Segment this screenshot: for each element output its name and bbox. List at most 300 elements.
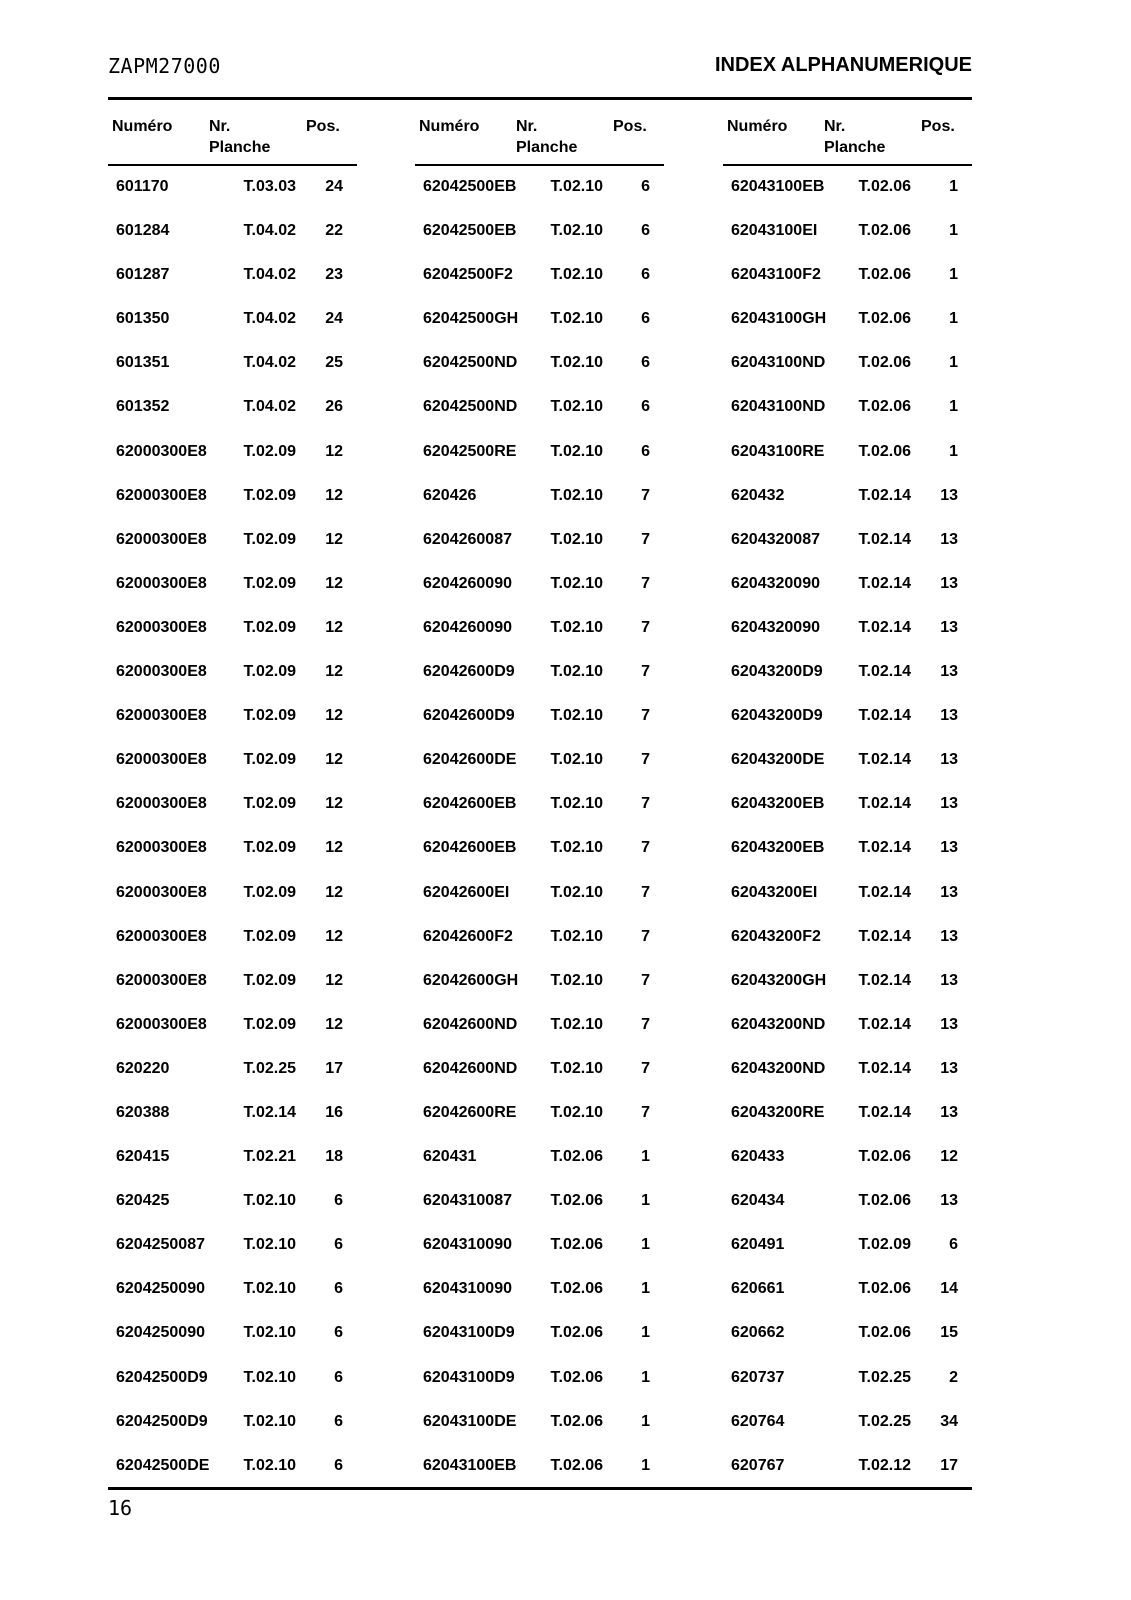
planche-ref: T.02.10 (243, 1412, 296, 1430)
position: 1 (641, 1280, 650, 1298)
position: 34 (940, 1412, 958, 1430)
position: 7 (641, 486, 650, 504)
index-row (723, 662, 972, 706)
index-row (415, 1103, 664, 1147)
part-number: 62043100GH (731, 310, 827, 328)
position: 13 (940, 883, 958, 901)
position: 6 (334, 1280, 343, 1298)
planche-ref: T.02.06 (858, 1324, 911, 1342)
header-numero: Numéro (112, 118, 173, 135)
part-number: 62043100ND (731, 354, 826, 372)
position: 12 (325, 707, 343, 725)
part-number: 620764 (731, 1412, 785, 1430)
index-row (415, 353, 664, 397)
part-number: 601170 (116, 178, 169, 195)
part-number: 62042500GH (423, 310, 519, 328)
part-number: 62042500ND (423, 354, 518, 372)
planche-ref: T.02.10 (550, 663, 603, 681)
index-row (723, 1015, 972, 1059)
planche-ref: T.02.06 (858, 178, 911, 195)
planche-ref: T.02.09 (243, 618, 296, 636)
position: 13 (940, 530, 958, 548)
part-number: 62043100D9 (423, 1324, 515, 1342)
position: 7 (641, 574, 650, 592)
planche-ref: T.02.06 (550, 1324, 603, 1342)
position: 12 (325, 751, 343, 769)
index-row (108, 1323, 357, 1367)
planche-ref: T.04.02 (243, 222, 296, 240)
planche-ref: T.02.14 (858, 883, 911, 901)
index-row (723, 1456, 972, 1500)
planche-ref: T.02.09 (243, 839, 296, 857)
index-row (108, 177, 357, 221)
part-number: 62042600F2 (423, 927, 513, 945)
planche-ref: T.02.14 (858, 839, 911, 857)
position: 17 (940, 1456, 958, 1474)
page-number: 16 (108, 1496, 133, 1520)
index-row (108, 1279, 357, 1323)
part-number: 62042600ND (423, 1015, 518, 1033)
planche-ref: T.02.10 (550, 751, 603, 769)
part-number: 620388 (116, 1103, 170, 1121)
position: 13 (940, 927, 958, 945)
planche-ref: T.02.06 (858, 222, 911, 240)
part-number: 62000300E8 (116, 795, 207, 813)
planche-ref: T.02.14 (243, 1103, 296, 1121)
index-row (108, 1147, 357, 1191)
part-number: 6204320087 (731, 530, 820, 548)
part-number: 62000300E8 (116, 751, 207, 769)
position: 12 (325, 530, 343, 548)
planche-ref: T.02.10 (550, 795, 603, 813)
index-row (723, 353, 972, 397)
position: 13 (940, 1059, 958, 1077)
planche-ref: T.02.06 (858, 398, 911, 416)
planche-ref: T.04.02 (243, 266, 296, 284)
index-row (108, 265, 357, 309)
planche-ref: T.02.06 (550, 1368, 603, 1386)
planche-ref: T.02.06 (550, 1236, 603, 1254)
planche-ref: T.02.14 (858, 1059, 911, 1077)
position: 12 (325, 839, 343, 857)
position: 1 (949, 442, 958, 460)
planche-ref: T.02.14 (858, 751, 911, 769)
planche-ref: T.02.06 (550, 1456, 603, 1474)
part-number: 62043200RE (731, 1103, 825, 1121)
part-number: 620425 (116, 1192, 170, 1210)
index-row (108, 883, 357, 927)
index-row (415, 750, 664, 794)
planche-ref: T.02.14 (858, 707, 911, 725)
position: 6 (641, 398, 650, 416)
position: 6 (949, 1236, 958, 1254)
planche-ref: T.02.10 (550, 486, 603, 504)
position: 1 (949, 398, 958, 416)
planche-ref: T.02.10 (550, 707, 603, 725)
index-row (415, 883, 664, 927)
position: 6 (334, 1236, 343, 1254)
part-number: 62000300E8 (116, 530, 207, 548)
top-rule (108, 97, 972, 100)
part-number: 620220 (116, 1059, 170, 1077)
planche-ref: T.02.10 (550, 530, 603, 548)
header-pos: Pos. (306, 118, 340, 135)
index-row (108, 353, 357, 397)
header-pos: Pos. (921, 118, 955, 135)
position: 13 (940, 707, 958, 725)
planche-ref: T.02.14 (858, 1103, 911, 1121)
part-number: 6204250087 (116, 1236, 205, 1254)
index-row (108, 1191, 357, 1235)
index-row (108, 530, 357, 574)
part-number: 62043200F2 (731, 927, 821, 945)
planche-ref: T.02.10 (550, 398, 603, 416)
header-numero: Numéro (727, 118, 788, 135)
header-pos: Pos. (613, 118, 647, 135)
position: 6 (641, 442, 650, 460)
position: 12 (325, 927, 343, 945)
planche-ref: T.02.06 (550, 1148, 603, 1166)
part-number: 620767 (731, 1456, 785, 1474)
part-number: 6204260090 (423, 574, 512, 592)
position: 22 (325, 222, 343, 240)
position: 6 (334, 1412, 343, 1430)
index-row (723, 530, 972, 574)
part-number: 6204310090 (423, 1280, 512, 1298)
header-planche: Planche (824, 139, 886, 156)
part-number: 62042500ND (423, 398, 518, 416)
planche-ref: T.02.09 (243, 751, 296, 769)
planche-ref: T.02.14 (858, 663, 911, 681)
part-number: 6204260090 (423, 618, 512, 636)
page-title: INDEX ALPHANUMERIQUE (714, 54, 972, 76)
position: 12 (325, 663, 343, 681)
planche-ref: T.02.06 (858, 266, 911, 284)
planche-ref: T.02.09 (243, 707, 296, 725)
index-row (415, 1279, 664, 1323)
position: 7 (641, 971, 650, 989)
part-number: 62042600RE (423, 1103, 517, 1121)
position: 7 (641, 839, 650, 857)
planche-ref: T.04.02 (243, 354, 296, 372)
position: 6 (641, 354, 650, 372)
part-number: 62042500D9 (116, 1412, 208, 1430)
part-number: 62043200D9 (731, 707, 823, 725)
planche-ref: T.03.03 (243, 178, 296, 195)
part-number: 62042500EB (423, 178, 517, 195)
planche-ref: T.02.06 (550, 1412, 603, 1430)
part-number: 62000300E8 (116, 574, 207, 592)
planche-ref: T.02.10 (550, 574, 603, 592)
index-row (415, 1368, 664, 1412)
position: 13 (940, 971, 958, 989)
planche-ref: T.02.10 (550, 883, 603, 901)
index-row (723, 1147, 972, 1191)
index-row (415, 1456, 664, 1500)
part-number: 62043200GH (731, 971, 827, 989)
part-number: 62000300E8 (116, 707, 207, 725)
planche-ref: T.02.09 (243, 486, 296, 504)
position: 7 (641, 1059, 650, 1077)
index-row (723, 883, 972, 927)
planche-ref: T.02.06 (858, 1148, 911, 1166)
position: 7 (641, 883, 650, 901)
index-row (415, 530, 664, 574)
index-row (108, 309, 357, 353)
planche-ref: T.02.09 (243, 927, 296, 945)
index-row (108, 750, 357, 794)
planche-ref: T.02.14 (858, 1015, 911, 1033)
index-row (108, 1015, 357, 1059)
part-number: 601351 (116, 354, 170, 372)
planche-ref: T.02.14 (858, 486, 911, 504)
position: 12 (325, 971, 343, 989)
position: 17 (325, 1059, 343, 1077)
position: 12 (325, 618, 343, 636)
position: 1 (641, 1148, 650, 1166)
position: 1 (949, 354, 958, 372)
index-row (108, 706, 357, 750)
part-number: 620426 (423, 486, 477, 504)
index-row (415, 927, 664, 971)
planche-ref: T.02.10 (550, 971, 603, 989)
index-row (723, 1191, 972, 1235)
position: 6 (334, 1324, 343, 1342)
index-row (723, 1235, 972, 1279)
index-row (723, 221, 972, 265)
part-number: 62043200EB (731, 795, 825, 813)
index-row (415, 706, 664, 750)
position: 6 (334, 1368, 343, 1386)
part-number: 62000300E8 (116, 663, 207, 681)
index-row (415, 1412, 664, 1456)
part-number: 62042500RE (423, 442, 517, 460)
part-number: 62043200D9 (731, 663, 823, 681)
planche-ref: T.02.06 (858, 354, 911, 372)
header-nr: Nr. (824, 118, 846, 135)
planche-ref: T.02.06 (858, 1192, 911, 1210)
part-number: 62043200DE (731, 751, 825, 769)
planche-ref: T.02.14 (858, 574, 911, 592)
index-row (415, 1323, 664, 1367)
planche-ref: T.04.02 (243, 310, 296, 328)
index-row (108, 794, 357, 838)
index-row (415, 838, 664, 882)
index-row (415, 309, 664, 353)
header-rule (108, 164, 357, 166)
part-number: 601350 (116, 310, 170, 328)
position: 7 (641, 707, 650, 725)
part-number: 62000300E8 (116, 971, 207, 989)
planche-ref: T.02.06 (858, 1280, 911, 1298)
position: 13 (940, 795, 958, 813)
index-row (415, 794, 664, 838)
part-number: 62042600ND (423, 1059, 518, 1077)
part-number: 620661 (731, 1280, 785, 1298)
part-number: 601284 (116, 222, 170, 240)
position: 12 (325, 486, 343, 504)
part-number: 62043200EB (731, 839, 825, 857)
planche-ref: T.04.02 (243, 398, 296, 416)
position: 7 (641, 618, 650, 636)
header-nr: Nr. (516, 118, 538, 135)
position: 26 (325, 398, 343, 416)
position: 13 (940, 486, 958, 504)
index-row (108, 574, 357, 618)
part-number: 6204310090 (423, 1236, 512, 1254)
planche-ref: T.02.09 (243, 795, 296, 813)
planche-ref: T.02.10 (243, 1456, 296, 1474)
planche-ref: T.02.09 (243, 442, 296, 460)
position: 1 (949, 222, 958, 240)
position: 24 (325, 178, 343, 195)
index-row (415, 574, 664, 618)
part-number: 62043200ND (731, 1059, 826, 1077)
part-number: 620415 (116, 1148, 170, 1166)
part-number: 620491 (731, 1236, 785, 1254)
planche-ref: T.02.10 (243, 1236, 296, 1254)
part-number: 62042600EI (423, 883, 510, 901)
index-row (415, 1015, 664, 1059)
planche-ref: T.02.09 (243, 530, 296, 548)
planche-ref: T.02.14 (858, 795, 911, 813)
planche-ref: T.02.10 (550, 1015, 603, 1033)
position: 13 (940, 751, 958, 769)
index-row (108, 1059, 357, 1103)
position: 1 (641, 1412, 650, 1430)
part-number: 62043200EI (731, 883, 818, 901)
planche-ref: T.02.06 (858, 442, 911, 460)
part-number: 62000300E8 (116, 618, 207, 636)
planche-ref: T.02.10 (550, 1103, 603, 1121)
index-row (723, 397, 972, 441)
position: 13 (940, 1192, 958, 1210)
position: 7 (641, 795, 650, 813)
part-number: 601287 (116, 266, 170, 284)
index-row (723, 309, 972, 353)
position: 12 (325, 795, 343, 813)
part-number: 62043100RE (731, 442, 825, 460)
part-number: 6204250090 (116, 1280, 205, 1298)
planche-ref: T.02.10 (550, 839, 603, 857)
part-number: 6204250090 (116, 1324, 205, 1342)
part-number: 62043100D9 (423, 1368, 515, 1386)
position: 25 (325, 354, 343, 372)
planche-ref: T.02.25 (858, 1368, 911, 1386)
part-number: 6204310087 (423, 1192, 512, 1210)
position: 12 (325, 1015, 343, 1033)
part-number: 6204260087 (423, 530, 512, 548)
part-number: 620433 (731, 1148, 785, 1166)
planche-ref: T.02.06 (550, 1192, 603, 1210)
position: 6 (641, 310, 650, 328)
index-row (723, 265, 972, 309)
header-planche: Planche (516, 139, 578, 156)
planche-ref: T.02.25 (243, 1059, 296, 1077)
planche-ref: T.02.09 (243, 574, 296, 592)
planche-ref: T.02.09 (858, 1236, 911, 1254)
part-number: 62043100DE (423, 1412, 517, 1430)
planche-ref: T.02.10 (550, 442, 603, 460)
index-row (723, 486, 972, 530)
position: 1 (641, 1456, 650, 1474)
position: 13 (940, 1015, 958, 1033)
index-row (415, 1235, 664, 1279)
position: 2 (949, 1368, 958, 1386)
index-row (723, 750, 972, 794)
position: 12 (325, 574, 343, 592)
position: 24 (325, 310, 343, 328)
planche-ref: T.02.10 (243, 1324, 296, 1342)
position: 1 (641, 1192, 650, 1210)
part-number: 620432 (731, 486, 785, 504)
index-row (415, 662, 664, 706)
planche-ref: T.02.09 (243, 883, 296, 901)
part-number: 62042600D9 (423, 663, 515, 681)
part-number: 62042600GH (423, 971, 519, 989)
part-number: 62043200ND (731, 1015, 826, 1033)
index-row (108, 1103, 357, 1147)
bottom-rule (108, 1487, 972, 1490)
index-row (108, 486, 357, 530)
position: 16 (325, 1103, 343, 1121)
planche-ref: T.02.10 (550, 927, 603, 945)
planche-ref: T.02.09 (243, 1015, 296, 1033)
index-rows (415, 177, 664, 1500)
index-row (723, 838, 972, 882)
index-row (415, 397, 664, 441)
planche-ref: T.02.14 (858, 927, 911, 945)
part-number: 620431 (423, 1148, 477, 1166)
planche-ref: T.02.09 (243, 971, 296, 989)
index-row (723, 1323, 972, 1367)
planche-ref: T.02.09 (243, 663, 296, 681)
part-number: 6204320090 (731, 618, 820, 636)
position: 7 (641, 1103, 650, 1121)
document-code: ZAPM27000 (108, 54, 221, 78)
part-number: 62043100ND (731, 398, 826, 416)
index-row (723, 574, 972, 618)
index-row (415, 1147, 664, 1191)
part-number: 601352 (116, 398, 170, 416)
planche-ref: T.02.25 (858, 1412, 911, 1430)
part-number: 62043100EB (423, 1456, 517, 1474)
part-number: 62042600EB (423, 795, 517, 813)
index-row (108, 662, 357, 706)
index-row (108, 927, 357, 971)
index-row (108, 397, 357, 441)
index-row (723, 1103, 972, 1147)
position: 7 (641, 751, 650, 769)
part-number: 620662 (731, 1324, 785, 1342)
index-row (108, 221, 357, 265)
index-row (108, 1412, 357, 1456)
index-row (108, 618, 357, 662)
index-row (108, 1368, 357, 1412)
planche-ref: T.02.14 (858, 530, 911, 548)
planche-ref: T.02.21 (243, 1148, 296, 1166)
part-number: 620434 (731, 1192, 785, 1210)
index-row (723, 927, 972, 971)
part-number: 62042500EB (423, 222, 517, 240)
index-row (723, 1412, 972, 1456)
index-row (415, 265, 664, 309)
index-row (723, 1279, 972, 1323)
position: 12 (325, 442, 343, 460)
index-row (723, 442, 972, 486)
planche-ref: T.02.14 (858, 618, 911, 636)
index-row (415, 618, 664, 662)
